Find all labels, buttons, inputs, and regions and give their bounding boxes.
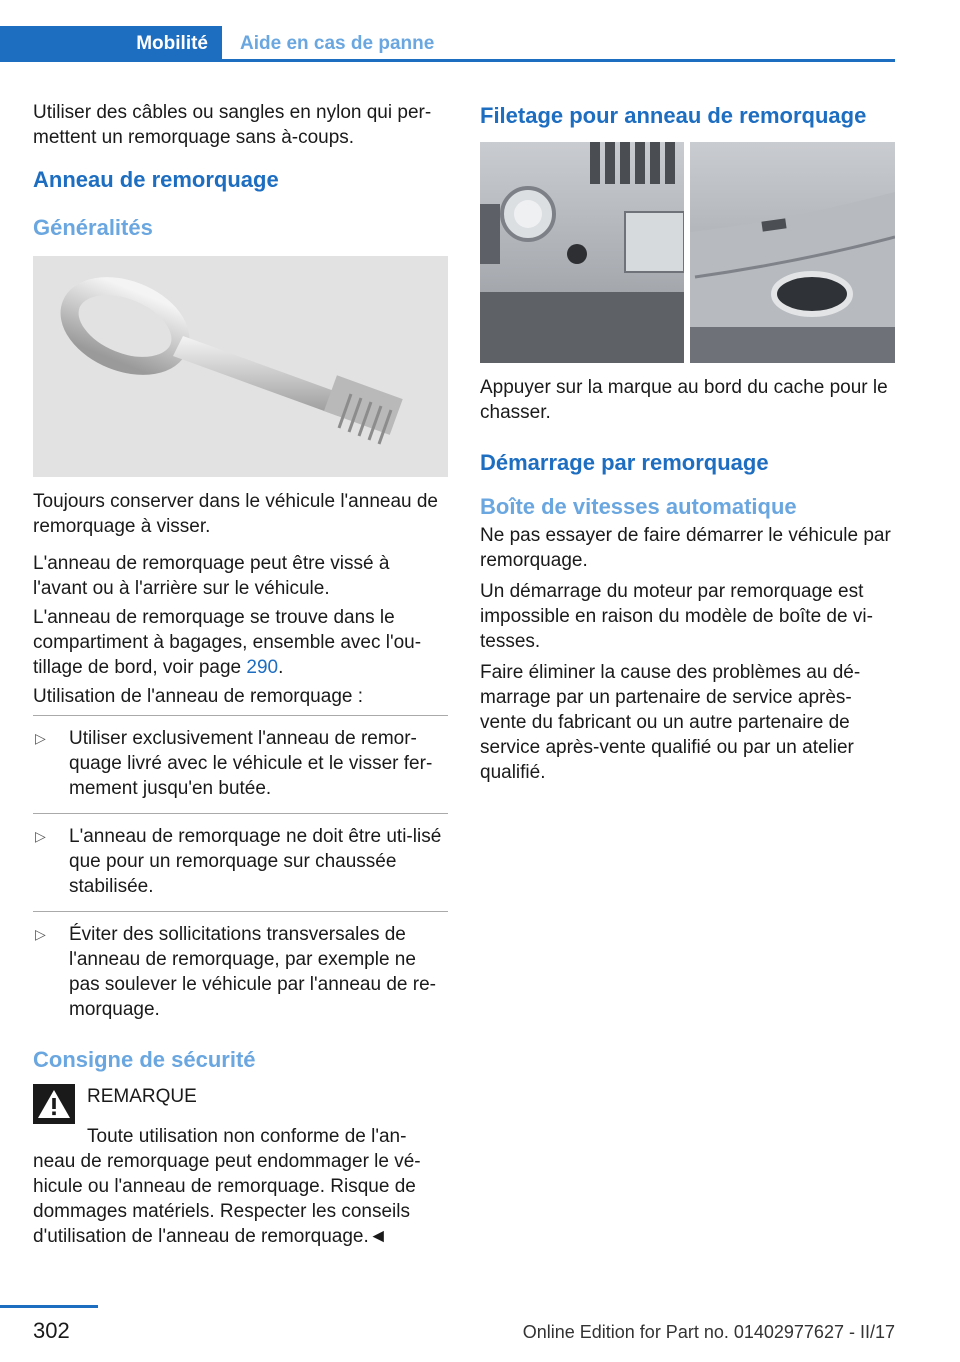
tab-aide-en-cas-de-panne[interactable]: Aide en cas de panne bbox=[240, 33, 435, 54]
paragraph-faire-eliminer: Faire éliminer la cause des problèmes au dé-marrage par un partenaire de service après-vente du fabricant ou un autre partenaire de service après-vente qualifié ou par un atelier qualifié. bbox=[480, 662, 861, 783]
heading-boite-automatique: Boîte de vitesses automatique bbox=[480, 494, 797, 519]
paragraph-conserver: Toujours conserver dans le véhicule l'anneau de remorquage à visser. bbox=[33, 491, 438, 537]
header-rule bbox=[222, 59, 895, 62]
paragraph-visse: L'anneau de remorquage peut être vissé à l'avant ou à l'arrière sur le véhicule. bbox=[33, 553, 390, 599]
triangle-bullet-icon: ▷ bbox=[35, 926, 46, 942]
left-column bbox=[33, 100, 448, 1259]
list-item bbox=[33, 726, 448, 801]
page-number: 302 bbox=[33, 1318, 70, 1343]
paragraph-ne-pas-essayer: Ne pas essayer de faire démarrer le véhicule par remorquage. bbox=[480, 525, 891, 571]
towing-eye-illustration bbox=[33, 256, 448, 477]
heading-anneau-de-remorquage: Anneau de remorquage bbox=[33, 167, 279, 192]
right-column bbox=[480, 100, 895, 795]
list-item-text: Éviter des sollicitations transversales de l'anneau de remorquage, par exemple ne pas soulever le véhicule par l'anneau de re-morquage. bbox=[69, 924, 436, 1020]
heading-demarrage-par-remorquage: Démarrage par remorquage bbox=[480, 450, 769, 475]
bullet-divider bbox=[33, 813, 448, 814]
paragraph-compartiment-text: L'anneau de remorquage se trouve dans le compartiment à bagages, ensemble avec l'ou-tillage de bord, voir page bbox=[33, 607, 422, 678]
list-item-text: Utiliser exclusivement l'anneau de remor-quage livré avec le véhicule et le visser fer-mement jusqu'en butée. bbox=[69, 728, 433, 799]
heading-consigne-de-securite: Consigne de sécurité bbox=[33, 1047, 256, 1072]
warning-text: Toute utilisation non conforme de l'an-neau de remorquage peut endommager le vé-hicule ou l'anneau de remorquage. Risque de dommages matériels. Respecter les conseils d'utilisation de l'anneau de remorquage.◄ bbox=[33, 1126, 421, 1247]
paragraph-utilisation: Utilisation de l'anneau de remorquage : bbox=[33, 686, 364, 707]
page-header bbox=[0, 0, 895, 62]
page-link-290[interactable]: 290 bbox=[246, 657, 279, 678]
paragraph-filetage: Appuyer sur la marque au bord du cache pour le chasser. bbox=[480, 377, 888, 423]
heading-generalites: Généralités bbox=[33, 215, 153, 240]
tab-mobilite[interactable]: Mobilité bbox=[0, 26, 222, 62]
heading-filetage: Filetage pour anneau de remorquage bbox=[480, 103, 867, 128]
list-item-text: L'anneau de remorquage ne doit être uti-lisé que pour un remorquage sur chaussée stabilisée. bbox=[69, 826, 442, 897]
towing-eye-image bbox=[33, 256, 448, 477]
footer-rule bbox=[0, 1305, 98, 1308]
triangle-bullet-icon: ▷ bbox=[35, 828, 46, 844]
paragraph-compartiment bbox=[33, 605, 448, 680]
intro-paragraph: Utiliser des câbles ou sangles en nylon qui per-mettent un remorquage sans à-coups. bbox=[33, 102, 432, 148]
triangle-bullet-icon: ▷ bbox=[35, 730, 46, 746]
edition-info: Online Edition for Part no. 01402977627 - II/17 bbox=[522, 1322, 895, 1342]
warning-block bbox=[33, 1084, 448, 1124]
list-item bbox=[33, 922, 448, 1022]
bumper-illustration bbox=[480, 142, 895, 363]
list-item bbox=[33, 824, 448, 899]
warning-triangle-icon bbox=[33, 1084, 75, 1124]
bullet-divider bbox=[33, 911, 448, 912]
warning-title: REMARQUE bbox=[87, 1086, 197, 1107]
paragraph-end-punct: . bbox=[278, 657, 284, 678]
bullet-divider bbox=[33, 715, 448, 716]
paragraph-impossible: Un démarrage du moteur par remorquage est impossible en raison du modèle de boîte de vi-tesses. bbox=[480, 581, 873, 652]
bumper-image bbox=[480, 142, 895, 363]
